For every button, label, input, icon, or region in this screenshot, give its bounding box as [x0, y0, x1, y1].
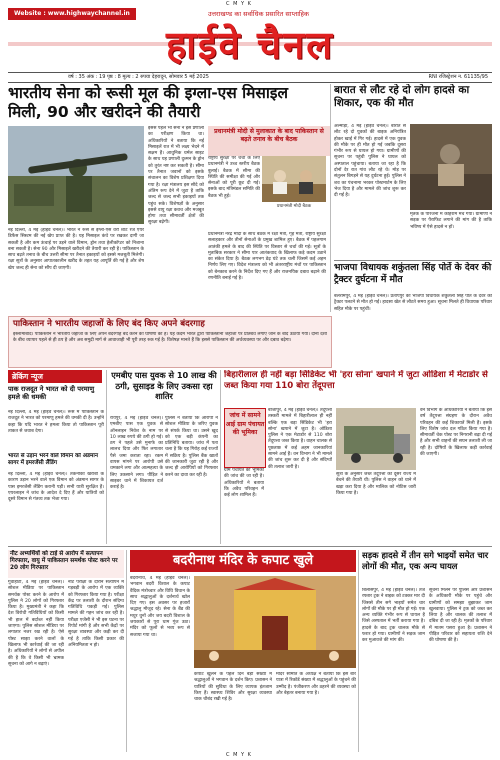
breaking-sub-body: नई दिल्ली, 4 मई (हाईवे चैनल)। तकनीकी खराबी के कारण उड़ान भरने वाले एक विमान को अंडमान सागर के पास इमरजेंसी लैंडिंग करानी पड़ी। सभी यात्री सुरक्षित हैं। एयरलाइन ने जांच के आदेश दे दिए हैं और यात्रियों को दूसरे विमान से गंतव्य तक भेजा गया। [8, 472, 104, 503]
right-top-headline-block [334, 84, 492, 122]
breaking-body: नई दिल्ली, 4 मई (हाईवे चैनल)। रूस में पाकिस्तान के राजदूत ने भारत को परमाणु हमले की धमकी दी है। उन्होंने कहा कि यदि भारत ने हमला किया तो पाकिस्तान पूरी ताकत से जवाब देगा। [8, 410, 104, 434]
badrinath-headline[interactable]: बदरीनाथ मंदिर के कपाट खुले [172, 553, 314, 568]
left-lower-headline-block [8, 550, 124, 578]
column-rule-4 [126, 550, 127, 752]
right-top-body: अल्मोड़ा, 4 मई (हाईवे चैनल)। बारात से लौट रहे दो युवकों की बाइक अनियंत्रित होकर खाई में गिर गई। हादसे में एक युवक की मौके पर ही मौत हो गई जबकि दूसरा गंभीर रूप से घायल हो गया। ग्रामीणों की सूचना पर पहुंची पुलिस ने घायल को अस्पताल पहुंचाया। बताया जा रहा है कि दोनों देर रात गांव लौट रहे थे। मोड़ पर संतुलन बिगड़ने से यह दुर्घटना हुई। पुलिस ने शव का पंचनामा भरकर पोस्टमार्टम के लिए भेज दिया है और मामले की जांच शुरू कर दी गई है। [334, 124, 406, 199]
badrinath-headline-block [130, 550, 356, 572]
odisha-headline[interactable]: बिहारीलाल ही नहीं बड़ा सिंडिकेट भी 'हरा सोना' खपाने में जुटा ओडिशा में मेटाडोर से जब्त किया गया 110 बोरा तेंदूपत्ता [224, 370, 488, 391]
lead-sub-headline: प्रधानमंत्री मोदी से मुलाकात के बाद पाकिस्तान से बढ़ते तनाव के बीच बैठक [214, 128, 324, 143]
meeting-photo [262, 156, 326, 202]
accident-headline[interactable]: सड़क हादसे में तीन सगे भाइयों समेत चार लोगों की मौत, एक अन्य घायल [362, 550, 489, 571]
accident-headline-block [362, 550, 492, 586]
accident-body-2: सूचना मिलने पर पुलिस और प्रशासन के अधिकारी मौके पर पहुंचे और ग्रामीणों को समझा बुझाकर जाम खुलवाया। पुलिस ने ट्रक को जब्त कर लिया है और चालक की तलाश में दबिश दी जा रही है। मृतकों के परिवार में मातम पसरा हुआ है। प्रशासन ने पीड़ित परिवार को सहायता राशि देने की घोषणा की है। [429, 588, 492, 644]
truck-icon [336, 408, 416, 470]
right-top-body-2: मृतक के परिजनों में कोहराम मच गया। ग्रामीणों ने सड़क पर पैराफिट लगाने की मांग की है ताकि भविष्य में ऐसे हादसे न हों। [410, 212, 492, 230]
column-rule-1 [330, 84, 331, 312]
masthead-title: हाईवे चैनल [165, 22, 335, 67]
pakistan-headline[interactable]: पाकिस्तान ने भारतीय जहाजों के लिए बंद किए अपने बंदरगाह [13, 319, 205, 329]
pakistan-body: इस्लामाबाद। पाकिस्तान ने भारतीय जहाजों के लिए अपने बंदरगाह बंद करने की घोषणा की है। यह कदम भारत द्वारा पाकिस्तानी जहाजों पर प्रतिबंध लगाए जाने के बाद उठाया गया। दोनों देशों के बीच व्यापार पहले से ही ठप है और अब समुद्री मार्ग से आवाजाही भी पूरी तरह रुक गई है। विशेषज्ञ मानते हैं कि इससे पाकिस्तान की अर्थव्यवस्था पर और दबाव बढ़ेगा। [13, 332, 327, 344]
left-lower-body-2: नीट परीक्षा के दौरान सत्यापन में गड़बड़ी के आरोप में एक व्यक्ति को गिरफ्तार किया गया है। परीक्षा केंद्र पर तलाशी के दौरान संदिग्ध गतिविधि पकड़ी गई। पुलिस मामले की गहन जांच कर रही है। परीक्षा एजेंसी ने भी इस घटना पर रिपोर्ट मांगी है और सभी केंद्रों पर सुरक्षा व्यवस्था और कड़ी कर दी गई है ताकि किसी प्रकार की अनियमितता न हो। [68, 580, 124, 648]
rule-right-1 [334, 260, 492, 261]
breaking-headline[interactable]: पाक राजदूत ने भारत को दी परमाणु हमले की धमकी [8, 385, 95, 401]
bhajpa-body: बलरामपुर, 4 मई (हाईवे चैनल)। प्रतापपुर की भाजपा विधायक शकुंतला सिंह पोर्ते के देवर की ट्रैक्टर पलटने से मौत हो गई। हादसा खेत से लौटते समय हुआ। सूचना मिलते ही विधायक परिवार सहित मौके पर पहुंचीं। [334, 294, 492, 312]
website-link[interactable]: Website : www.highwaychannel.in [8, 8, 136, 20]
rule-lower [8, 546, 492, 547]
breaking-headline-block [8, 385, 104, 409]
badrinath-temple-photo [194, 576, 356, 668]
mp-body-left: रायपुर, 4 मई (हाईवे चैनल)। एमबीए पास एक युवक से ऑनलाइन निवेश के नाम पर 10 लाख रुपये की ठगी हो गई। ठग ने पहले उसे मुनाफे का लालच दिया और फिर लगातार पैसे जमा कराता रहा। रकम वापस मांगने पर आरोपी उसे धमकाने लगा और आत्महत्या के लिए उकसाने लगा। पीड़ित ने साइबर थाने में शिकायत दर्ज कराई है। [110, 416, 163, 491]
cmyk-mark-bottom: C M Y K [226, 752, 252, 758]
meeting-icon [262, 156, 326, 202]
registration-info: RNI रजिस्ट्रेशन न. 61135/95 [428, 74, 488, 80]
odisha-body-col4: वन विभाग के अधिकारियों ने बताया कि इस वर्ष तेंदूपत्ता संग्रहण के दौरान अवैध परिवहन की कई शिकायतें मिली हैं। इसके लिए विशेष जांच दल गठित किया गया है। सीमावर्ती चेक पोस्ट पर निगरानी बढ़ा दी गई है और सभी वाहनों की सघन तलाशी ली जा रही है। दोषियों के खिलाफ कड़ी कार्रवाई की जाएगी। [420, 408, 492, 458]
breaking-sub-headline[interactable]: भारत से उड़ान भरने वाले विमान को अंडमान सागर में इमरजेंसी लैंडिंग [8, 453, 98, 466]
mp-headline[interactable]: एमबीए पास युवक से 10 लाख की ठगी, सुसाइड के लिए उकसा रहा शातिर [111, 370, 217, 401]
bhajpa-headline-block [334, 262, 492, 292]
odisha-headline-block [224, 370, 492, 406]
left-lower-headline[interactable]: नीट अभ्यर्थियों को टाई से आरोप में सत्यापन गिरफ्तार, वायु में पाकिस्तान समर्थक पोस्ट करने पर 20 लोग गिरफ्तार [10, 551, 118, 571]
meeting-photo-caption: प्रधानमंत्री मोदी बैठक [276, 204, 312, 209]
edition-info: वर्ष : 35 अंक : 19 पृष्ठ : 8 मूल्य : 2 रुपया देहरादून, सोमवार 5 मई 2025 [68, 74, 209, 80]
breaking-sub-block [8, 453, 104, 471]
lead-body-middle: इससे पहले भी सेना ने इस प्रणाली का परीक्षण किया था। अधिकारियों ने बताया कि नई मिसाइलें रात में भी लक्ष्य भेदने में सक्षम हैं। आधुनिक थर्मल साइट के साथ यह प्रणाली दुश्मन के ड्रोन को तुरंत नष्ट कर सकती है। सीमा पर तैनात जवानों को इसके संचालन का विशेष प्रशिक्षण दिया गया है। रक्षा मंत्रालय इस सौदे को अंतिम रूप देने में जुटा है ताकि जल्द से जल्द सभी इकाइयों तक पहुंच सके। विशेषज्ञों के अनुसार इससे वायु रक्षा कवच और मजबूत होगा तथा सीमावर्ती क्षेत्रों की सुरक्षा बढ़ेगी। [148, 126, 204, 226]
lead-sub-headline-box [208, 126, 330, 156]
lead-body-bottom: प्रधानमंत्री नरेंद्र मोदी के साथ बैठक में रक्षा मंत्री, गृह मंत्री, राष्ट्रीय सुरक्षा सलाहकार और तीनों सेनाओं के प्रमुख शामिल हुए। बैठक में पहलगाम आतंकी हमले के बाद की स्थिति पर विस्तार से चर्चा की गई। सूत्रों के मुताबिक सरकार ने सीमा पार आतंकवाद के खिलाफ कड़े कदम उठाने का संकेत दिया है। बैठक लगभग डेढ़ घंटे तक चली जिसमें कई अहम निर्णय लिए गए। विदेश मंत्रालय को भी अंतरराष्ट्रीय मंचों पर पाकिस्तान को बेनकाब करने के निर्देश दिए गए हैं और राजनयिक दबाव बढ़ाने की रणनीति बनाई गई है। [208, 232, 326, 282]
pakistan-box [8, 316, 332, 368]
bhajpa-headline[interactable]: भाजपा विधायक शकुंतला सिंह पोर्ते के देवर की ट्रैक्टर दुर्घटना में मौत [334, 262, 492, 285]
right-top-headline[interactable]: बारात से लौट रहे दो लोग हादसे का शिकार, एक की मौत [334, 84, 470, 109]
lead-body-left: नई दिल्ली, 4 मई (हाईवे चैनल)। भारत ने रूस से इग्ला-एस वेरी शॉर्ट रेंज एयर डिफेंस सिस्टम की नई खेप प्राप्त की है। यह मिसाइल कंधे पर रखकर दागी जा सकती है और कम ऊंचाई पर उड़ने वाले विमान, ड्रोन तथा हेलीकॉप्टर को निशाना बना सकती है। सेना 90 और मिसाइलें खरीदने की तैयारी कर रही है। पाकिस्तान के साथ बढ़ते तनाव के बीच उत्तरी सीमा पर तैनात इकाइयों को इससे मजबूती मिलेगी। रक्षा सूत्रों के अनुसार आपातकालीन खरीद के तहत यह आपूर्ति की गई है और शेष खेप जल्द ही सेना को सौंप दी जाएगी। [8, 228, 144, 271]
tagline: उत्तराखण्ड का सर्वाधिक प्रसारित साप्ताहिक [208, 10, 310, 18]
badrinath-body-3: मंदिर समिति के अध्यक्ष ने बताया कि इस बार यात्रा में रिकॉर्ड संख्या में श्रद्धालुओं के पहुंचने की उम्मीद है। पंजीकरण और ठहरने की व्यवस्था को और बेहतर बनाया गया है। [276, 672, 356, 696]
accident-scene-icon [410, 124, 492, 210]
cmyk-mark-top: C M Y K [226, 1, 252, 7]
column-rule-3 [220, 370, 221, 544]
badrinath-body-2: कपाट खुलने के पहले दिन बड़ी संख्या में श्रद्धालुओं ने भगवान के दर्शन किए। प्रशासन ने यात्रियों की सुविधा के लिए व्यापक इंतजाम किए हैं। स्वास्थ्य शिविर और सुरक्षा व्यवस्था चाक चौबंद रखी गई है। [194, 672, 272, 703]
column-rule-5 [358, 550, 359, 752]
edition-info-bar [8, 72, 492, 83]
odisha-body-col1: ग्राम पंचायत की भूमिका की जांच की जा रही है। अधिकारियों ने बताया कि अवैध परिवहन में कई लोग शामिल हैं। [224, 468, 264, 499]
top-bar [8, 8, 492, 20]
lead-body-right: राष्ट्रीय सुरक्षा पर चर्चा के लिए प्रधानमंत्री ने उच्च स्तरीय बैठक बुलाई। बैठक में सीमा की स्थिति की समीक्षा की गई और सेनाओं को पूरी छूट दी गई। इसके बाद मंत्रिमंडल समिति की बैठक भी हुई। [208, 156, 260, 199]
seized-truck-photo [336, 408, 416, 470]
odisha-inset-box [224, 408, 266, 468]
temple-icon [194, 576, 356, 668]
soldier-missile-photo [8, 126, 144, 224]
accident-body-1: बिलासपुर, 4 मई (हाईवे चैनल)। तेज रफ्तार ट्रक ने बाइक को टक्कर मार दी जिससे तीन सगे भाइयों समेत चार लोगों की मौके पर ही मौत हो गई। एक अन्य व्यक्ति गंभीर रूप से घायल है जिसे अस्पताल में भर्ती कराया गया है। हादसे के बाद ट्रक चालक मौके से फरार हो गया। ग्रामीणों ने सड़क जाम कर मुआवजे की मांग की। [362, 588, 425, 644]
left-lower-body-1: गुवाहाटी, 4 मई (हाईवे चैनल)। सोशल मीडिया पर पाकिस्तान समर्थक पोस्ट करने के आरोप में पुलिस ने 20 लोगों को गिरफ्तार किया है। मुख्यमंत्री ने कहा कि देश विरोधी गतिविधियों को किसी भी हाल में बर्दाश्त नहीं किया जाएगा। पुलिस सोशल मीडिया पर लगातार नजर रख रही है। ऐसे पोस्ट साझा करने वालों के खिलाफ भी कार्रवाई की जा रही है। अधिकारियों ने लोगों से अपील की है कि वे किसी भी भ्रामक सूचना को आगे न बढ़ाएं। [8, 580, 64, 667]
lead-headline-block [8, 84, 326, 124]
breaking-label: ब्रेकिंग न्यूज [8, 370, 102, 383]
badrinath-body-1: बदरीनाथ, 4 मई (हाईवे चैनल)। भगवान बदरी विशाल के कपाट वैदिक मंत्रोच्चार और विधि विधान के साथ श्रद्धालुओं के दर्शनार्थ खोल दिए गए। इस अवसर पर हजारों श्रद्धालु मौजूद रहे। सेना के बैंड की मधुर धुनों और जय बदरी विशाल के जयकारों से पूरा धाम गूंज उठा। मंदिर को फूलों से भव्य रूप से सजाया गया था। [130, 576, 190, 638]
masthead [8, 22, 492, 70]
lead-headline[interactable]: भारतीय सेना को रूसी मूल की इग्ला-एस मिसाइल मिली, 90 और खरीदने की तैयारी [8, 84, 288, 121]
column-rule-2 [106, 370, 107, 544]
mp-headline-block [110, 370, 218, 414]
mp-body-right: पुलिस ने बताया कि आरोपी ने सोशल मीडिया के जरिए युवक से संपर्क किया था। उसने खुद को एक बड़ी कंपनी का प्रतिनिधि बताया। जांच में पता चला है कि यह गिरोह कई राज्यों में सक्रिय है। पुलिस बैंक खातों की जानकारी जुटा रही है और जल्द ही आरोपियों को गिरफ्तार करने का दावा कर रही है। [165, 416, 218, 478]
odisha-body-col2: बीजापुर, 4 मई (हाईवे चैनल)। तेंदूपत्ता तस्करी मामले में बिहारीलाल ही नहीं बल्कि एक बड़ा सिंडिकेट भी 'हरा सोना' खपाने में जुटा है। ओडिशा पुलिस ने एक मेटाडोर से 110 बोरा तेंदूपत्ता जब्त किया है। वाहन चालक से पूछताछ में कई अहम जानकारियां सामने आई हैं। वन विभाग ने भी मामले की जांच शुरू कर दी है और संदिग्धों की तलाश जारी है। [268, 408, 332, 470]
odisha-body-col3: सूत्रों के अनुसार जब्त तेंदूपत्ता को दूसरे राज्य में बेचने की तैयारी थी। पुलिस ने वाहन को थाने में खड़ा करा दिया है और मालिक को नोटिस जारी किया गया है। [336, 472, 416, 496]
soldier-missile-icon [8, 126, 144, 224]
odisha-inset: जांच में सामने आई ग्राम पंचायत की भूमिका [225, 412, 265, 436]
accident-scene-photo [410, 124, 492, 210]
